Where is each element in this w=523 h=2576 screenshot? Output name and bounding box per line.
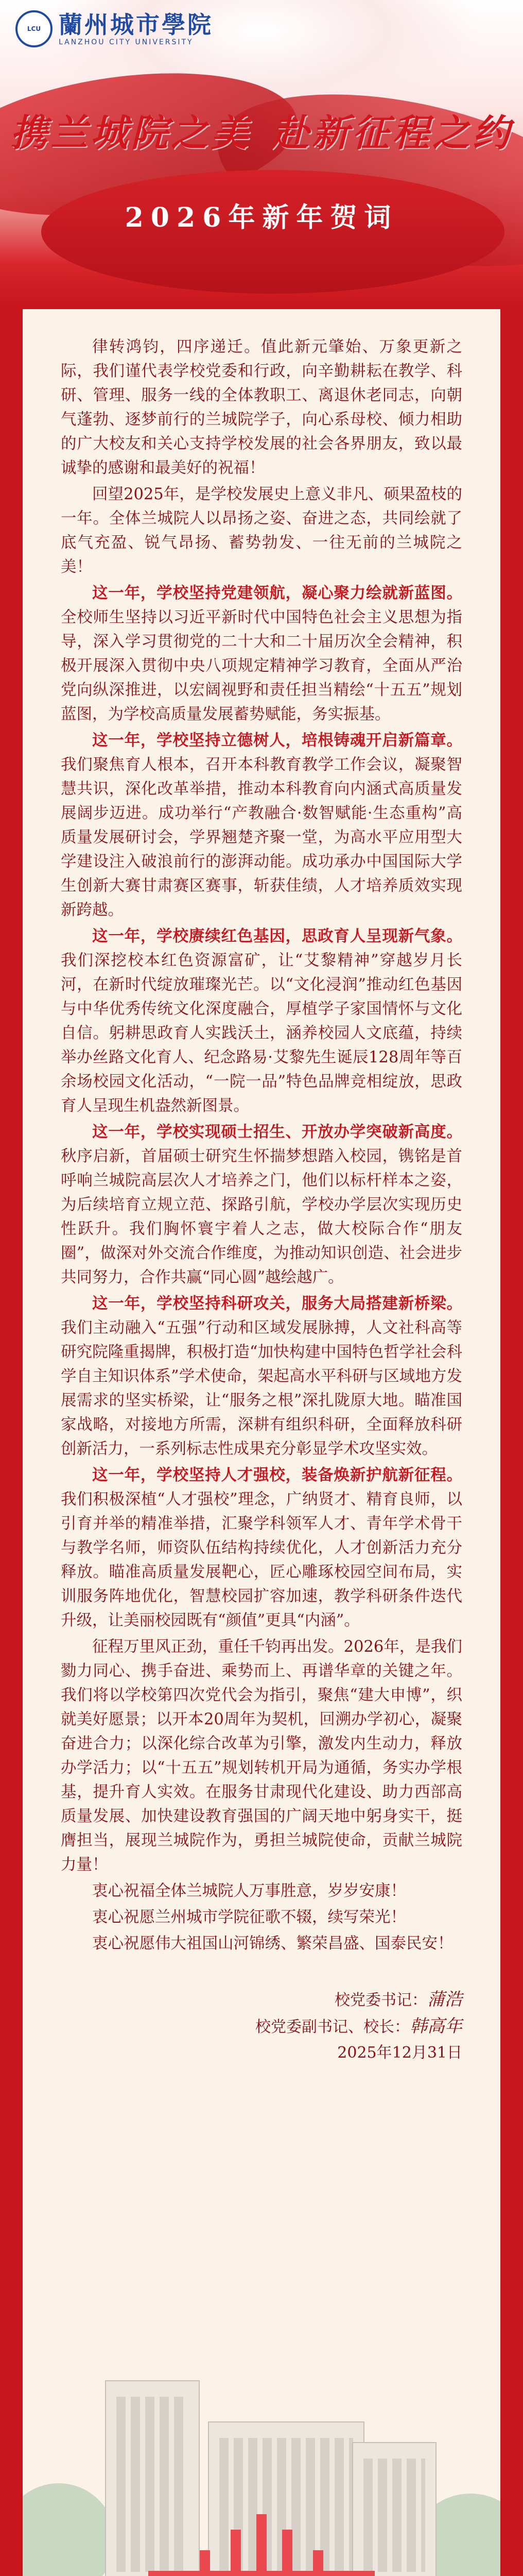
signature-name: 韩高年	[410, 2016, 462, 2037]
logo-english-name: LANZHOU CITY UNIVERSITY	[59, 38, 194, 46]
signature-block: 校党委书记：蒲浩 校党委副书记、校长：韩高年 2025年12月31日	[61, 1987, 462, 2066]
paragraph-heading: 这一年，学校坚持人才强校，装备焕新护航新征程。	[92, 1466, 462, 1484]
slogan-left: 携兰城院之美	[10, 111, 251, 155]
header-banner	[0, 0, 523, 309]
footer-emblem-icon	[148, 2514, 375, 2576]
paragraph-heading: 这一年，学校坚持立德树人，培根铸魂开启新篇章。	[92, 731, 462, 750]
tree-decoration	[23, 2483, 115, 2576]
paragraph-heading: 这一年，学校赓续红色基因，思政育人呈现新气象。	[92, 927, 462, 945]
paragraph-red-gene: 这一年，学校赓续红色基因，思政育人呈现新气象。我们深挖校本红色资源富矿，让“艾黎精神”穿越岁月长河，在新时代绽放璀璨光芒。以“文化浸润”推动红色基因与中华优秀传统文化深度融合，厚植学子家国情怀与文化自信。躬耕思政育人实践沃土，涵养校园人文底蕴，持续举办丝路文化育人、纪念路易·艾黎先生诞辰128周年等百余场校园文化活动，“一院一品”特色品牌竞相绽放，思政育人呈现生机盎然新图景。	[61, 927, 462, 1115]
paragraph-talent: 这一年，学校坚持人才强校，装备焕新护航新征程。我们积极深植“人才强校”理念，广纳贤才、精育良师，以引育并举的精准举措，汇聚学科领军人才、青年学术骨干与教学名师，师资队伍结构持续优化，人才创新活力充分释放。瞄准高质量发展靶心，匠心雕琢校园空间布局，实训服务阵地优化，智慧校园扩容加速，教学科研条件迭代升级，让美丽校园既有“颜值”更具“内涵”。	[61, 1466, 462, 1630]
paragraph-opening: 律转鸿钧，四序递迁。值此新元肇始、万象更新之际，我们谨代表学校党委和行政，向辛勤耕耘在教学、科研、管理、服务一线的全体教职工、离退休老同志，向朝气蓬勃、逐梦前行的兰城院学子，向心系母校、倾力相助的广大校友和关心支持学校发展的社会各界朋友，致以最诚挚的感谢和最美好的祝福！	[61, 338, 462, 477]
paragraph-research: 这一年，学校坚持科研攻关，服务大局搭建新桥梁。我们主动融入“五强”行动和区域发展脉搏，人文社科高等研究院隆重揭牌，积极打造“加快构建中国特色哲学社会科学自主知识体系”学术使命，架起高水平科研与区域地方发展需求的坚实桥梁，让“服务之根”深扎陇原大地。瞄准国家战略，对接地方所需，深耕有组织科研，全面释放科研创新活力，一系列标志性成果充分彰显学术攻坚实效。	[61, 1294, 462, 1458]
paragraph-education: 这一年，学校坚持立德树人，培根铸魂开启新篇章。我们聚焦育人根本，召开本科教育教学工作会议，凝聚智慧共识，深化改革举措，推动本科教育向内涵式高质量发展阔步迈进。成功举行“产教融合·数智赋能·生态重构”高质量发展研讨会，学界翘楚齐聚一堂，为高水平应用型大学建设注入破浪前行的澎湃动能。成功承办中国国际大学生创新大赛甘肃赛区赛事，斩获佳绩，人才培养质效实现新跨越。	[61, 731, 462, 919]
signature-name: 蒲浩	[427, 1989, 462, 2010]
logo-chinese-name: 蘭州城市學院	[59, 11, 213, 39]
page-title: 2026年新年贺词	[125, 202, 398, 233]
wish-line: 衷心祝愿伟大祖国山河锦绣、繁荣昌盛、国泰民安！	[92, 1935, 454, 1953]
university-seal-icon: LCU	[15, 10, 53, 47]
university-logo	[15, 10, 213, 47]
slogan	[0, 103, 523, 157]
paragraph-master-enrollment: 这一年，学校实现硕士招生、开放办学突破新高度。秋序启新，首届硕士研究生怀揣梦想踏入校园，镌铭是首呼响兰城院高层次人才培养之门，他们以标杆样本之姿，为后续培育立规立范、探路引航，学校办学层次实现历史性跃升。我们胸怀寰宇着人之志，做大校际合作“朋友圈”，做深对外交流合作维度，为推动知识创造、社会进步共同努力，合作共赢“同心圆”越绘越广。	[61, 1123, 462, 1286]
paragraph-heading: 这一年，学校坚持党建领航，凝心聚力绘就新蓝图。	[92, 584, 462, 602]
signature-date: 2025年12月31日	[337, 2044, 462, 2062]
paragraph-party-building: 这一年，学校坚持党建领航，凝心聚力绘就新蓝图。全校师生坚持以习近平新时代中国特色社会主义思想为指导，深入学习贯彻党的二十大和二十届历次全会精神，积极开展深入贯彻中央八项规定精神学习教育，全面从严治党向纵深推进，以宏阔视野和责任担当精绘“十五五”规划蓝图，为学校高质量发展蓄势赋能，务实振基。	[61, 584, 462, 723]
paragraph-heading: 这一年，学校坚持科研攻关，服务大局搭建新桥梁。	[92, 1294, 462, 1313]
wish-line: 衷心祝福全体兰城院人万事胜意，岁岁安康！	[92, 1882, 406, 1900]
slogan-right: 赴新征程之约	[272, 111, 513, 155]
greeting-text	[61, 335, 462, 2066]
paragraph-heading: 这一年，学校实现硕士招生、开放办学突破新高度。	[92, 1123, 462, 1141]
paragraph-review: 回望2025年，是学校发展史上意义非凡、硕果盈枝的一年。全体兰城院人以昂扬之姿、奋进之态，共同绘就了底气充盈、锐气昂扬、蓄势勃发、一往无前的兰城院之美！	[61, 485, 462, 576]
wish-line: 衷心祝愿兰州城市学院征歌不辍，续写荣光！	[92, 1908, 406, 1926]
greeting-scroll	[23, 309, 500, 2576]
paragraph-outlook: 征程万里风正劲，重任千钧再出发。2026年，是我们勠力同心、携手奋进、乘势而上、再谱华章的关键之年。我们将以学校第四次党代会为指引，聚焦“建大申博”，织就美好愿景；以开本20周年为契机，回溯办学初心，凝聚奋进合力；以深化综合改革为引擎，激发内生动力，释放办学活力；以“十五五”规划转机开局为通循，务实办学根基，提升育人实效。在服务甘肃现代化建设、助力西部高质量发展、加快建设教育强国的广阔天地中躬身实干，挺膺担当，展现兰城院作为，勇担兰城院使命，贡献兰城院力量！	[61, 1638, 462, 1874]
